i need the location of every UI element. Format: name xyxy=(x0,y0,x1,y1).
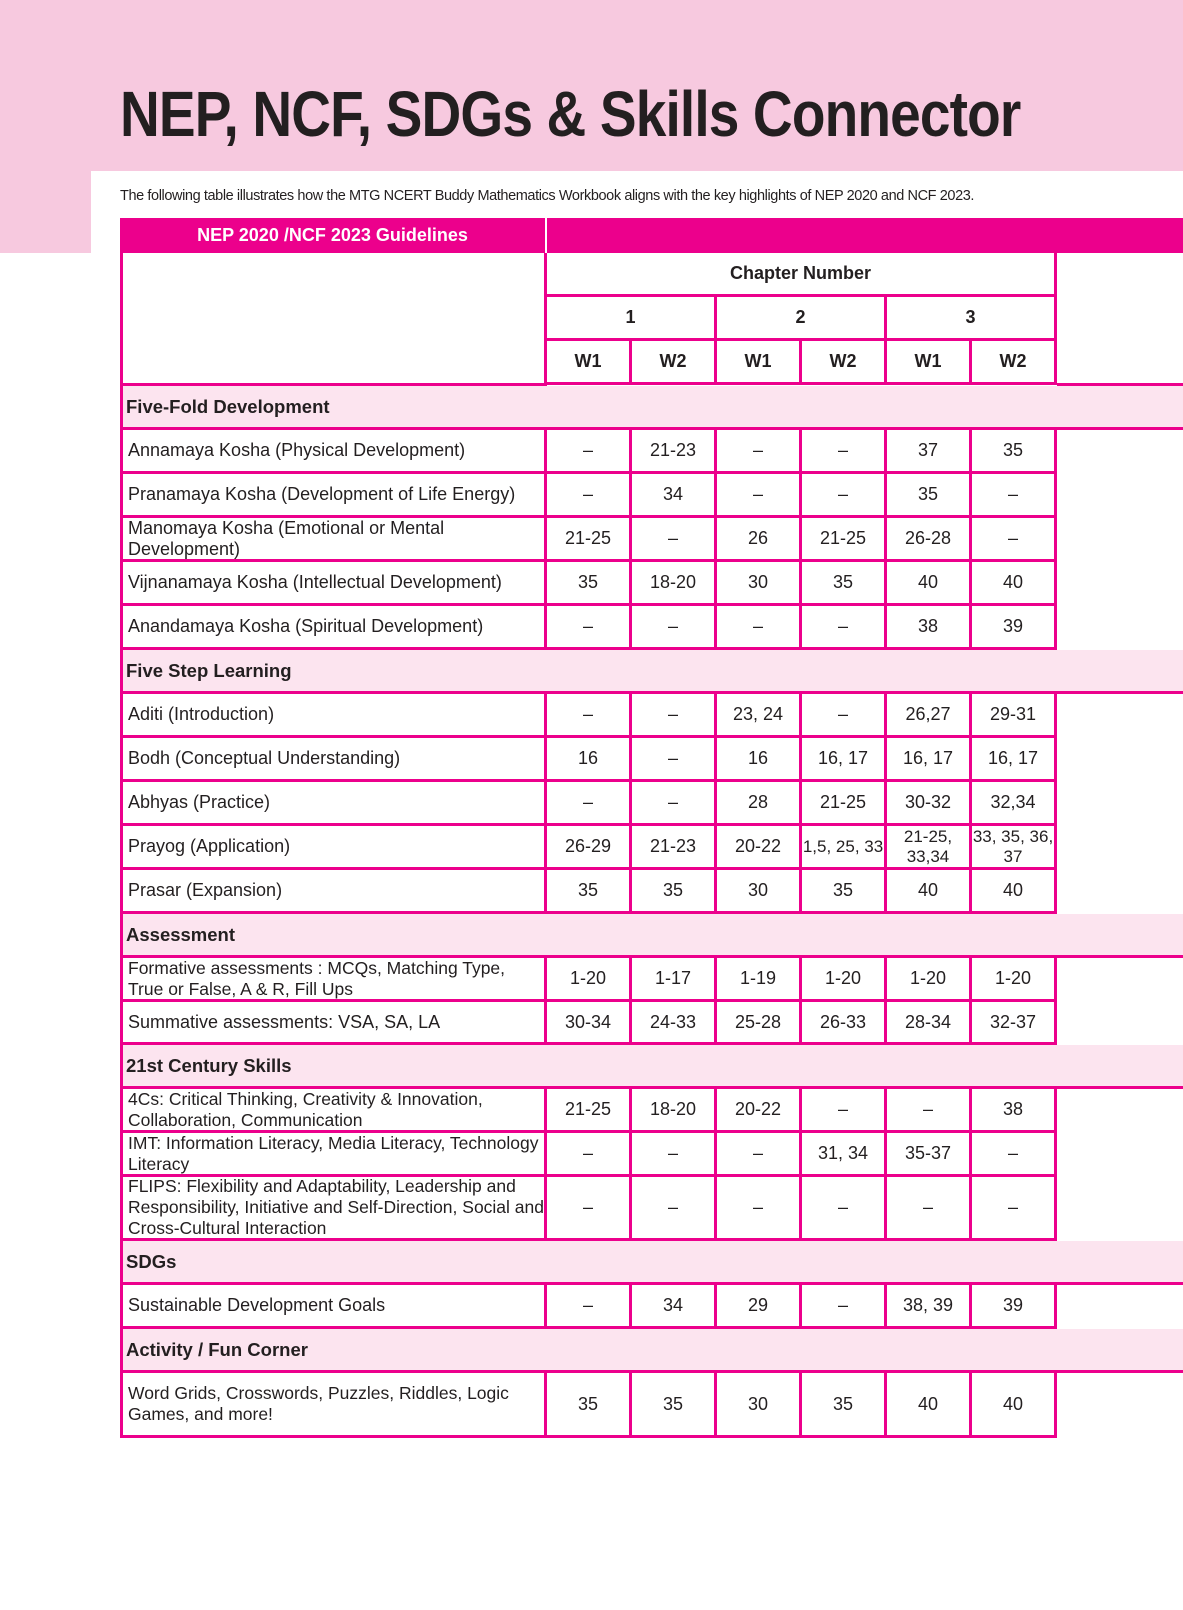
value-cell: 35 xyxy=(547,562,632,606)
value-cell: – xyxy=(632,738,717,782)
value-cell: 30-34 xyxy=(547,1002,632,1045)
value-cell: – xyxy=(802,1177,887,1241)
value-cell: 21-23 xyxy=(632,826,717,870)
value-cell: 40 xyxy=(887,1373,972,1438)
row-label: Aditi (Introduction) xyxy=(120,694,547,738)
table-row xyxy=(120,1002,1183,1045)
value-cell: – xyxy=(632,606,717,650)
value-cell: 31, 34 xyxy=(802,1133,887,1177)
value-cell: 35 xyxy=(632,870,717,914)
row-label: Summative assessments: VSA, SA, LA xyxy=(120,1002,547,1045)
value-cell: – xyxy=(802,430,887,474)
table-row xyxy=(120,518,1183,562)
value-cell: 30 xyxy=(717,870,802,914)
value-cell: 26-28 xyxy=(887,518,972,562)
value-cell: – xyxy=(802,474,887,518)
worksheet-header: W2 xyxy=(632,341,717,385)
value-cell: 21-23 xyxy=(632,430,717,474)
row-trail-space xyxy=(1057,738,1183,782)
value-cell: 20-22 xyxy=(717,1089,802,1133)
row-trail-space xyxy=(1057,430,1183,474)
value-cell: 1,5, 25, 33 xyxy=(802,826,887,870)
guidelines-header: NEP 2020 /NCF 2023 Guidelines xyxy=(120,218,547,253)
worksheet-row xyxy=(547,341,1057,385)
value-cell: 40 xyxy=(972,562,1057,606)
table-row xyxy=(120,826,1183,870)
section-header: Assessment xyxy=(120,914,1183,958)
value-cell: 1-20 xyxy=(802,958,887,1002)
row-trail-space xyxy=(1057,1089,1183,1133)
row-label: Bodh (Conceptual Understanding) xyxy=(120,738,547,782)
value-cell: 1-20 xyxy=(887,958,972,1002)
value-cell: – xyxy=(972,474,1057,518)
value-cell: – xyxy=(547,430,632,474)
value-cell: 32-37 xyxy=(972,1002,1057,1045)
value-cell: 40 xyxy=(887,562,972,606)
row-label: Abhyas (Practice) xyxy=(120,782,547,826)
value-cell: 29 xyxy=(717,1285,802,1329)
value-cell: 21-25 xyxy=(802,782,887,826)
value-cell: 35 xyxy=(972,430,1057,474)
table-row xyxy=(120,782,1183,826)
value-cell: 33, 35, 36, 37 xyxy=(972,826,1057,870)
value-cell: – xyxy=(547,782,632,826)
value-cell: 35 xyxy=(547,1373,632,1438)
alignment-table xyxy=(120,218,1183,1438)
value-cell: 18-20 xyxy=(632,1089,717,1133)
table-row xyxy=(120,958,1183,1002)
value-cell: 35 xyxy=(887,474,972,518)
value-cell: 40 xyxy=(887,870,972,914)
row-trail-space xyxy=(1057,1177,1183,1241)
value-cell: 26,27 xyxy=(887,694,972,738)
table-row xyxy=(120,430,1183,474)
value-cell: 16 xyxy=(717,738,802,782)
chapter-header-grid xyxy=(547,253,1057,386)
section-header: 21st Century Skills xyxy=(120,1045,1183,1089)
value-cell: – xyxy=(972,1177,1057,1241)
row-trail-space xyxy=(1057,562,1183,606)
table-row xyxy=(120,606,1183,650)
value-cell: 25-28 xyxy=(717,1002,802,1045)
row-label: Word Grids, Crosswords, Puzzles, Riddles, Logic Games, and more! xyxy=(120,1373,547,1438)
value-cell: – xyxy=(717,1133,802,1177)
value-cell: 16, 17 xyxy=(802,738,887,782)
value-cell: 35-37 xyxy=(887,1133,972,1177)
value-cell: 1-20 xyxy=(547,958,632,1002)
row-trail-space xyxy=(1057,694,1183,738)
table-header-bar xyxy=(120,218,1183,253)
row-label: Anandamaya Kosha (Spiritual Development) xyxy=(120,606,547,650)
value-cell: – xyxy=(717,1177,802,1241)
row-label: Prayog (Application) xyxy=(120,826,547,870)
value-cell: 26-29 xyxy=(547,826,632,870)
value-cell: 21-25 xyxy=(802,518,887,562)
value-cell: – xyxy=(547,1285,632,1329)
value-cell: – xyxy=(802,1285,887,1329)
value-cell: – xyxy=(717,474,802,518)
value-cell: – xyxy=(802,694,887,738)
table-row xyxy=(120,870,1183,914)
chapter-header-1: 1 xyxy=(547,297,717,341)
header-label-blank xyxy=(120,253,547,386)
value-cell: 16, 17 xyxy=(887,738,972,782)
value-cell: 26-33 xyxy=(802,1002,887,1045)
table-row xyxy=(120,1373,1183,1438)
value-cell: 20-22 xyxy=(717,826,802,870)
value-cell: 1-17 xyxy=(632,958,717,1002)
value-cell: 40 xyxy=(972,1373,1057,1438)
value-cell: 34 xyxy=(632,474,717,518)
section-header: Activity / Fun Corner xyxy=(120,1329,1183,1373)
row-label: Formative assessments : MCQs, Matching Type, True or False, A & R, Fill Ups xyxy=(120,958,547,1002)
value-cell: 26 xyxy=(717,518,802,562)
row-label: Vijnanamaya Kosha (Intellectual Development) xyxy=(120,562,547,606)
value-cell: – xyxy=(632,694,717,738)
value-cell: 30-32 xyxy=(887,782,972,826)
value-cell: 34 xyxy=(632,1285,717,1329)
value-cell: 29-31 xyxy=(972,694,1057,738)
value-cell: – xyxy=(547,606,632,650)
value-cell: 1-19 xyxy=(717,958,802,1002)
table-row xyxy=(120,562,1183,606)
worksheet-header: W2 xyxy=(802,341,887,385)
row-trail-space xyxy=(1057,782,1183,826)
section-header: Five-Fold Development xyxy=(120,386,1183,430)
value-cell: 37 xyxy=(887,430,972,474)
column-header-block xyxy=(120,253,1183,386)
table-row xyxy=(120,1177,1183,1241)
chapter-number-header: Chapter Number xyxy=(547,253,1057,297)
row-label: Prasar (Expansion) xyxy=(120,870,547,914)
value-cell: – xyxy=(802,606,887,650)
value-cell: – xyxy=(632,518,717,562)
row-trail-space xyxy=(1057,870,1183,914)
header-bar-fill xyxy=(547,218,1183,253)
row-label: FLIPS: Flexibility and Adaptability, Leadership and Responsibility, Initiative and Self-Direction, Social and Cross-Cultural Interaction xyxy=(120,1177,547,1241)
value-cell: 21-25 xyxy=(547,518,632,562)
header-trail-line xyxy=(1057,383,1183,386)
row-trail-space xyxy=(1057,606,1183,650)
value-cell: 24-33 xyxy=(632,1002,717,1045)
value-cell: – xyxy=(717,606,802,650)
worksheet-header: W2 xyxy=(972,341,1057,385)
intro-text: The following table illustrates how the MTG NCERT Buddy Mathematics Workbook aligns with the key highlights of NEP 2020 and NCF 2023. xyxy=(120,188,975,204)
value-cell: 39 xyxy=(972,1285,1057,1329)
worksheet-header: W1 xyxy=(547,341,632,385)
chapter-header-3: 3 xyxy=(887,297,1057,341)
value-cell: 35 xyxy=(632,1373,717,1438)
value-cell: 38 xyxy=(972,1089,1057,1133)
value-cell: – xyxy=(717,430,802,474)
value-cell: – xyxy=(802,1089,887,1133)
row-trail-space xyxy=(1057,518,1183,562)
value-cell: – xyxy=(547,1133,632,1177)
value-cell: – xyxy=(887,1177,972,1241)
value-cell: 30 xyxy=(717,562,802,606)
table-row xyxy=(120,694,1183,738)
table-row xyxy=(120,1133,1183,1177)
worksheet-header: W1 xyxy=(717,341,802,385)
section-header: Five Step Learning xyxy=(120,650,1183,694)
value-cell: – xyxy=(972,518,1057,562)
value-cell: 39 xyxy=(972,606,1057,650)
value-cell: – xyxy=(632,1177,717,1241)
value-cell: – xyxy=(547,694,632,738)
table-row xyxy=(120,474,1183,518)
worksheet-header: W1 xyxy=(887,341,972,385)
value-cell: 21-25, 33,34 xyxy=(887,826,972,870)
row-trail-space xyxy=(1057,1285,1183,1329)
row-trail-space xyxy=(1057,826,1183,870)
row-trail-space xyxy=(1057,1002,1183,1045)
row-label: Sustainable Development Goals xyxy=(120,1285,547,1329)
table-row xyxy=(120,1285,1183,1329)
value-cell: 35 xyxy=(547,870,632,914)
row-label: Manomaya Kosha (Emotional or Mental Development) xyxy=(120,518,547,562)
value-cell: 16, 17 xyxy=(972,738,1057,782)
value-cell: 35 xyxy=(802,562,887,606)
value-cell: – xyxy=(887,1089,972,1133)
table-row xyxy=(120,738,1183,782)
value-cell: 1-20 xyxy=(972,958,1057,1002)
value-cell: 23, 24 xyxy=(717,694,802,738)
value-cell: 28 xyxy=(717,782,802,826)
value-cell: – xyxy=(972,1133,1057,1177)
value-cell: – xyxy=(547,474,632,518)
value-cell: 32,34 xyxy=(972,782,1057,826)
value-cell: 38, 39 xyxy=(887,1285,972,1329)
chapter-row xyxy=(547,297,1057,341)
row-trail-space xyxy=(1057,1133,1183,1177)
value-cell: 35 xyxy=(802,1373,887,1438)
banner-side-block xyxy=(0,171,91,253)
row-trail-space xyxy=(1057,474,1183,518)
row-trail-space xyxy=(1057,958,1183,1002)
value-cell: 21-25 xyxy=(547,1089,632,1133)
row-label: IMT: Information Literacy, Media Literacy, Technology Literacy xyxy=(120,1133,547,1177)
value-cell: 18-20 xyxy=(632,562,717,606)
value-cell: – xyxy=(547,1177,632,1241)
row-trail-space xyxy=(1057,1373,1183,1438)
page-title: NEP, NCF, SDGs & Skills Connector xyxy=(120,78,1021,150)
value-cell: 16 xyxy=(547,738,632,782)
value-cell: 38 xyxy=(887,606,972,650)
value-cell: 30 xyxy=(717,1373,802,1438)
value-cell: – xyxy=(632,782,717,826)
table-body xyxy=(120,386,1183,1438)
value-cell: – xyxy=(632,1133,717,1177)
row-label: Pranamaya Kosha (Development of Life Energy) xyxy=(120,474,547,518)
section-header: SDGs xyxy=(120,1241,1183,1285)
value-cell: 35 xyxy=(802,870,887,914)
table-row xyxy=(120,1089,1183,1133)
chapter-header-2: 2 xyxy=(717,297,887,341)
value-cell: 40 xyxy=(972,870,1057,914)
value-cell: 28-34 xyxy=(887,1002,972,1045)
row-label: Annamaya Kosha (Physical Development) xyxy=(120,430,547,474)
row-label: 4Cs: Critical Thinking, Creativity & Innovation, Collaboration, Communication xyxy=(120,1089,547,1133)
